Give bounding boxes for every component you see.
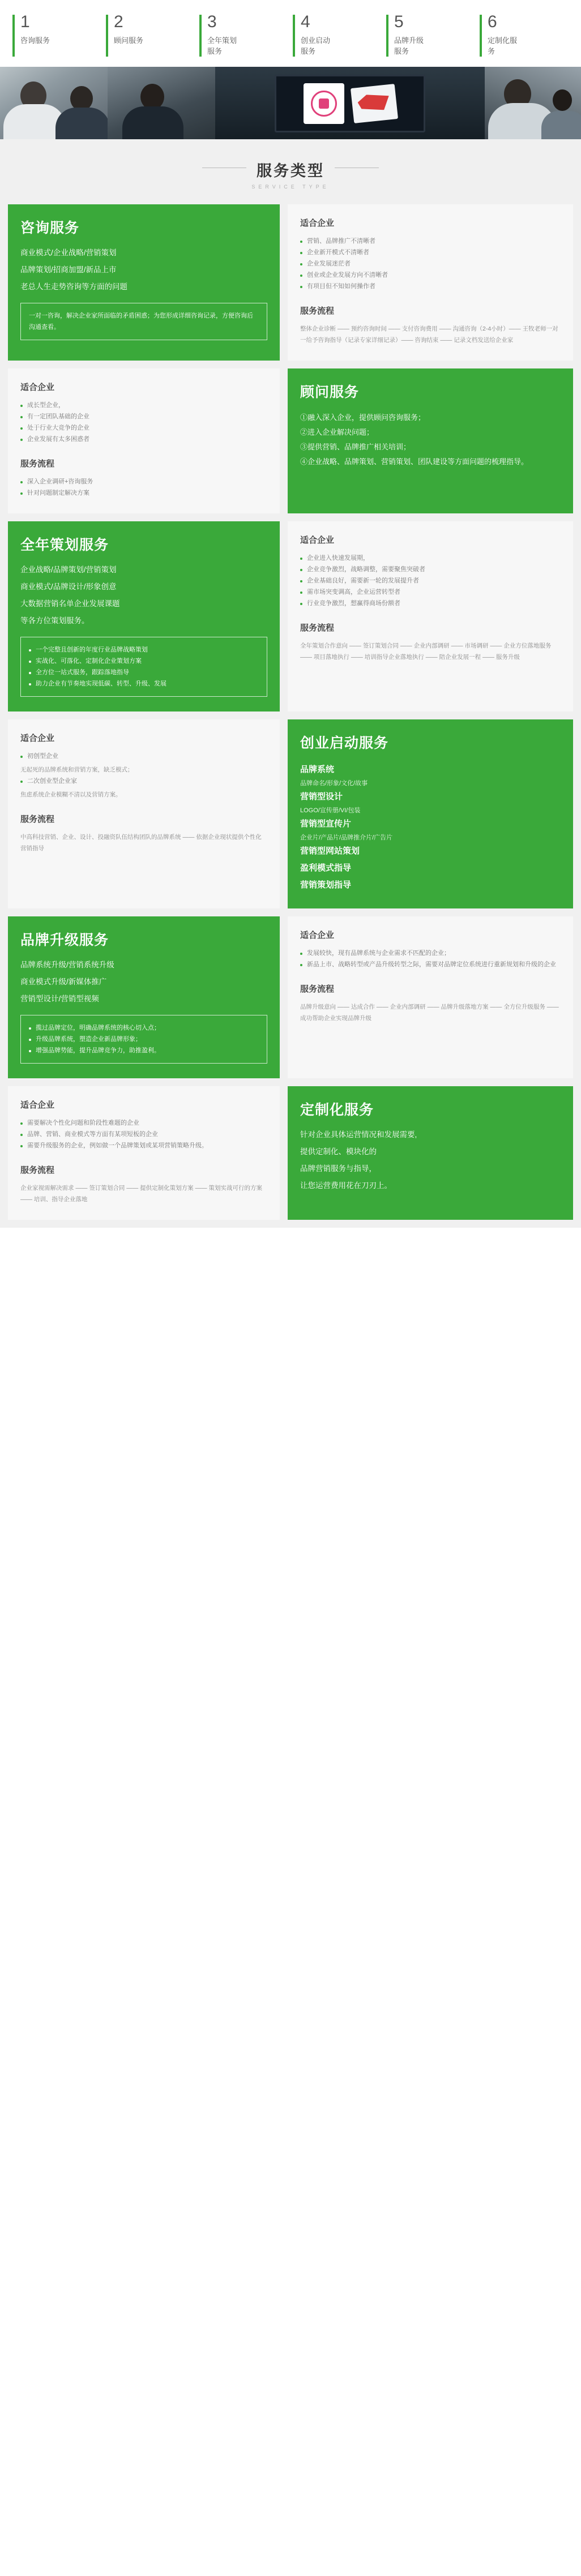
advisor-fit-list: [20, 400, 267, 445]
startup-main-panel: [288, 719, 573, 908]
nav-label: 品牌升级服务: [394, 36, 424, 55]
list-item: 需要升级服务的企业，例如做一个品牌策划或某项营销策略升级。: [20, 1140, 267, 1151]
list-item: 深入企业调研+咨询服务: [20, 476, 267, 487]
year-flow-text: 全年策划合作意向 —— 签订策划合同 —— 企业内部调研 —— 市场调研 —— 企业方位落地服务 —— 项目落地执行 —— 培训指导企业落地执行 —— 陪企业发展一程 —— 服务升级: [300, 642, 552, 661]
logo-card: [304, 83, 344, 124]
nav-number: 1: [20, 12, 30, 31]
block-advisor: [0, 368, 581, 521]
nav-number: 5: [394, 12, 404, 31]
year-note: [20, 637, 267, 697]
list-item: 全方位一站式服务，跟踪落地指导: [29, 667, 259, 678]
list-item: 品牌、营销、商业模式等方面有某项短板的企业: [20, 1129, 267, 1140]
list-item: 企业进入快速发展期，: [300, 552, 561, 564]
upgrade-lead-2: 商业模式升级/新媒体推广: [20, 978, 107, 986]
list-item: 创业或企业发展方向不清晰者: [300, 269, 561, 281]
list-item: [300, 816, 561, 843]
upgrade-fit-heading: 适合企业: [300, 931, 335, 940]
list-item: 企业基础良好，需要新一轮的发展提升者: [300, 575, 561, 586]
custom-flow-text: 企业家视需解决需求 —— 签订策划合同 —— 提供定制化策划方案 —— 策划实战可行的方案 —— 培训、指导企业落地: [20, 1185, 263, 1203]
list-item: 实战化、可落化、定制化企业策划方案: [29, 655, 259, 667]
list-item: ①融入深入企业，提供顾问咨询服务；: [300, 413, 426, 422]
list-item: 企业新开模式不清晰者: [300, 247, 561, 258]
custom-lead-1: 针对企业具体运营情况和发展需要,: [300, 1130, 417, 1139]
list-item: 营销策划指导: [300, 880, 352, 890]
consult-note: 一对一咨询，解决企业家所面临的矛盾困惑；为您形成详细咨询记录，方便咨询后沟通查看。: [20, 303, 267, 340]
service-type-page: [0, 0, 581, 1228]
nav-number: 4: [301, 12, 310, 31]
list-item: [300, 761, 561, 788]
year-main-panel: [8, 521, 280, 711]
year-lead-4: 等各方位策划服务。: [20, 616, 89, 625]
advisor-flow-heading: 服务流程: [20, 459, 55, 469]
person-head-icon: [553, 89, 572, 111]
upgrade-title: 品牌升级服务: [20, 932, 109, 948]
list-item: 一个完整且创新的年度行业品牌战略策划: [29, 644, 259, 655]
list-item: ②进入企业解决问题；: [300, 428, 374, 436]
startup-offer-list: [300, 761, 561, 894]
list-item: 初创型企业: [20, 751, 267, 762]
poster-card: [351, 84, 398, 123]
custom-lead-4: 让您运营费用花在刀刃上。: [300, 1181, 392, 1190]
list-item: 有一定团队基础的企业: [20, 411, 267, 422]
hero-photo-banner: [0, 67, 581, 139]
custom-fit-heading: 适合企业: [20, 1100, 55, 1110]
nav-label: 咨询服务: [20, 36, 50, 45]
startup-flow-text: 中高科技营销、企业、设计、投融资队伍结构团队的品牌系统 —— 依据企业现状提供个性化营销指导: [20, 834, 262, 852]
advisor-side-panel: [8, 368, 280, 513]
list-item: 发展较快，现有品牌系统与企业需求不匹配的企业；: [300, 948, 561, 959]
nav-number: 2: [114, 12, 123, 31]
block-consult: [0, 204, 581, 368]
list-item: 营销、品牌推广不清晰者: [300, 235, 561, 247]
upgrade-note: [20, 1015, 267, 1064]
startup-side-panel: [8, 719, 280, 908]
photo-meeting-left: [0, 67, 108, 139]
advisor-title: 顾问服务: [300, 384, 360, 400]
list-item: ③提供营销、品牌推广相关培训；: [300, 443, 411, 451]
nav-label: 全年策划服务: [207, 36, 237, 55]
startup-fit-type-1: [20, 751, 267, 762]
offer-head: 品牌系统: [300, 765, 335, 774]
advisor-points: [300, 410, 561, 469]
year-fit-heading: 适合企业: [300, 535, 335, 545]
list-item: ④企业战略、品牌策划、营销策划、团队建设等方面问题的梳理指导。: [300, 457, 529, 466]
list-item: 需要解决个性化问题和阶段性难题的企业: [20, 1117, 267, 1129]
section-title-group: [257, 158, 324, 181]
advisor-main-panel: [288, 368, 573, 513]
list-item: 揽过品牌定位，明确品牌系统的核心切入点；: [29, 1022, 259, 1034]
nav-item-3[interactable]: [197, 12, 290, 57]
list-item: 处于行业大竞争的企业: [20, 422, 267, 434]
block-year-plan: [0, 521, 581, 719]
accent-bar-icon: [106, 15, 108, 57]
startup-flow-heading: 服务流程: [20, 815, 55, 824]
startup-fit-text-2: 焦虑系统企业模糊不清以及营销方案。: [20, 791, 122, 798]
custom-flow-heading: 服务流程: [20, 1165, 55, 1175]
list-item: 需市场突变调高，企业运营转型者: [300, 586, 561, 598]
year-side-panel: [288, 521, 573, 711]
year-lead-1: 企业战略/品牌策划/营销策划: [20, 565, 117, 574]
nav-item-6[interactable]: [477, 12, 571, 57]
accent-bar-icon: [12, 15, 15, 57]
list-item: 行业竞争激烈，想赢得商场份额者: [300, 598, 561, 609]
year-lead-3: 大数据营销名单企业发展课题: [20, 599, 120, 608]
accent-bar-icon: [293, 15, 295, 57]
list-item: 成长型企业，: [20, 400, 267, 411]
nav-item-5[interactable]: [384, 12, 477, 57]
startup-fit-type-2: [20, 775, 267, 787]
consult-lead-3: 老总人生走势咨询等方面的问题: [20, 282, 127, 291]
nav-item-2[interactable]: [104, 12, 197, 57]
top-number-nav: [0, 0, 581, 67]
list-item: 增强品牌势能，提升品牌竞争力，助推盈利。: [29, 1045, 259, 1056]
offer-head: 营销型宣传片: [300, 819, 352, 829]
consult-side-panel: [288, 204, 573, 361]
consult-fit-heading: 适合企业: [300, 218, 335, 228]
consult-flow-heading: 服务流程: [300, 306, 335, 316]
list-item: [300, 788, 561, 816]
consult-lead-1: 商业模式/企业战略/营销策划: [20, 248, 117, 257]
nav-number: 3: [207, 12, 217, 31]
upgrade-side-panel: [288, 916, 573, 1078]
projection-screen: [275, 75, 425, 132]
list-item: 针对问题制定解决方案: [20, 487, 267, 499]
list-item: 企业发展迷茫者: [300, 258, 561, 269]
consult-fit-list: [300, 235, 561, 292]
list-item: 二次创业型企业家: [20, 775, 267, 787]
accent-bar-icon: [386, 15, 388, 57]
nav-item-1[interactable]: [10, 12, 104, 57]
nav-label: 创业启动服务: [301, 36, 331, 55]
nav-item-4[interactable]: [290, 12, 384, 57]
upgrade-flow-heading: 服务流程: [300, 984, 335, 994]
year-fit-list: [300, 552, 561, 609]
custom-main-panel: [288, 1086, 573, 1220]
advisor-fit-heading: 适合企业: [20, 383, 55, 392]
list-item: 新品上市、战略转型或产品升级转型之际，需要对品牌定位系统进行重新规划和升级的企业: [300, 959, 561, 970]
consult-title: 咨询服务: [20, 220, 80, 236]
nav-label: 定制化服务: [488, 36, 518, 55]
list-item: 有项目但不知如何操作者: [300, 281, 561, 292]
upgrade-flow-text: 品牌升级意向 —— 达成合作 —— 企业内部调研 —— 品牌升级落地方案 —— 全方位升级服务 —— 成功帮助企业实现品牌升级: [300, 1004, 559, 1022]
custom-lead-2: 提供定制化、模块化的: [300, 1147, 377, 1156]
custom-side-panel: [8, 1086, 280, 1220]
startup-fit-heading: 适合企业: [20, 734, 55, 743]
year-flow-heading: 服务流程: [300, 623, 335, 633]
list-item: 企业发展有太多困惑者: [20, 434, 267, 445]
accent-bar-icon: [199, 15, 202, 57]
upgrade-lead-3: 营销型设计/营销型视频: [20, 995, 99, 1003]
startup-fit-text-1: 无起死的品牌系统和营销方案，缺乏模式；: [20, 766, 134, 773]
nav-number: 6: [488, 12, 497, 31]
block-upgrade: [0, 916, 581, 1086]
section-title: 服务类型: [257, 162, 324, 179]
brand-logo-icon: [311, 91, 337, 117]
photo-presentation-screen: [215, 67, 485, 139]
custom-title: 定制化服务: [300, 1102, 374, 1118]
offer-sub: 企业片/产品片/品牌推介片/广告片: [300, 834, 393, 841]
list-item: 升级品牌系统，塑造企业新品牌形象；: [29, 1034, 259, 1045]
photo-audience-right: [485, 67, 581, 139]
person-body-icon: [541, 111, 581, 139]
list-item: 营销型网站策划: [300, 846, 360, 856]
upgrade-fit-list: [300, 948, 561, 970]
year-lead-2: 商业模式/品牌设计/形象创意: [20, 582, 117, 591]
nav-label: 顾问服务: [114, 36, 144, 45]
person-body-icon: [55, 108, 108, 139]
list-item: 助力企业有节奏地实现低碳、转型、升级、发展: [29, 678, 259, 689]
custom-lead-3: 品牌营销服务与指导，: [300, 1164, 377, 1173]
upgrade-lead-1: 品牌系统升级/营销系统升级: [20, 961, 114, 969]
year-title: 全年策划服务: [20, 537, 109, 553]
offer-sub: LOGO/宣传册/VI/包装: [300, 807, 361, 814]
consult-lead-2: 品牌策划/招商加盟/新品上市: [20, 265, 117, 274]
block-startup: [0, 719, 581, 916]
photo-workers: [108, 67, 215, 139]
upgrade-main-panel: [8, 916, 280, 1078]
advisor-flow-list: [20, 476, 267, 499]
list-item: 企业竞争激烈，战略调整，需要聚焦突破者: [300, 564, 561, 575]
accent-bar-icon: [480, 15, 482, 57]
list-item: 盈利模式指导: [300, 863, 352, 873]
person-body-icon: [122, 106, 183, 139]
startup-title: 创业启动服务: [300, 735, 389, 751]
section-header: [0, 139, 581, 204]
offer-sub: 品牌命名/形象/文化/故事: [300, 780, 368, 787]
consult-flow-text: 整体企业诊断 —— 预约咨询时间 —— 支付咨询费用 —— 沟通咨询（2-4小时）—— 王牧老师一对一给予咨询指导（记录专家详细记录）—— 咨询结束 —— 记录文档发送给企业家: [300, 325, 558, 344]
custom-fit-list: [20, 1117, 267, 1151]
section-subtitle: SERVICE TYPE: [251, 184, 330, 190]
offer-head: 营销型设计: [300, 792, 343, 801]
block-custom: [0, 1086, 581, 1228]
consult-main-panel: [8, 204, 280, 361]
